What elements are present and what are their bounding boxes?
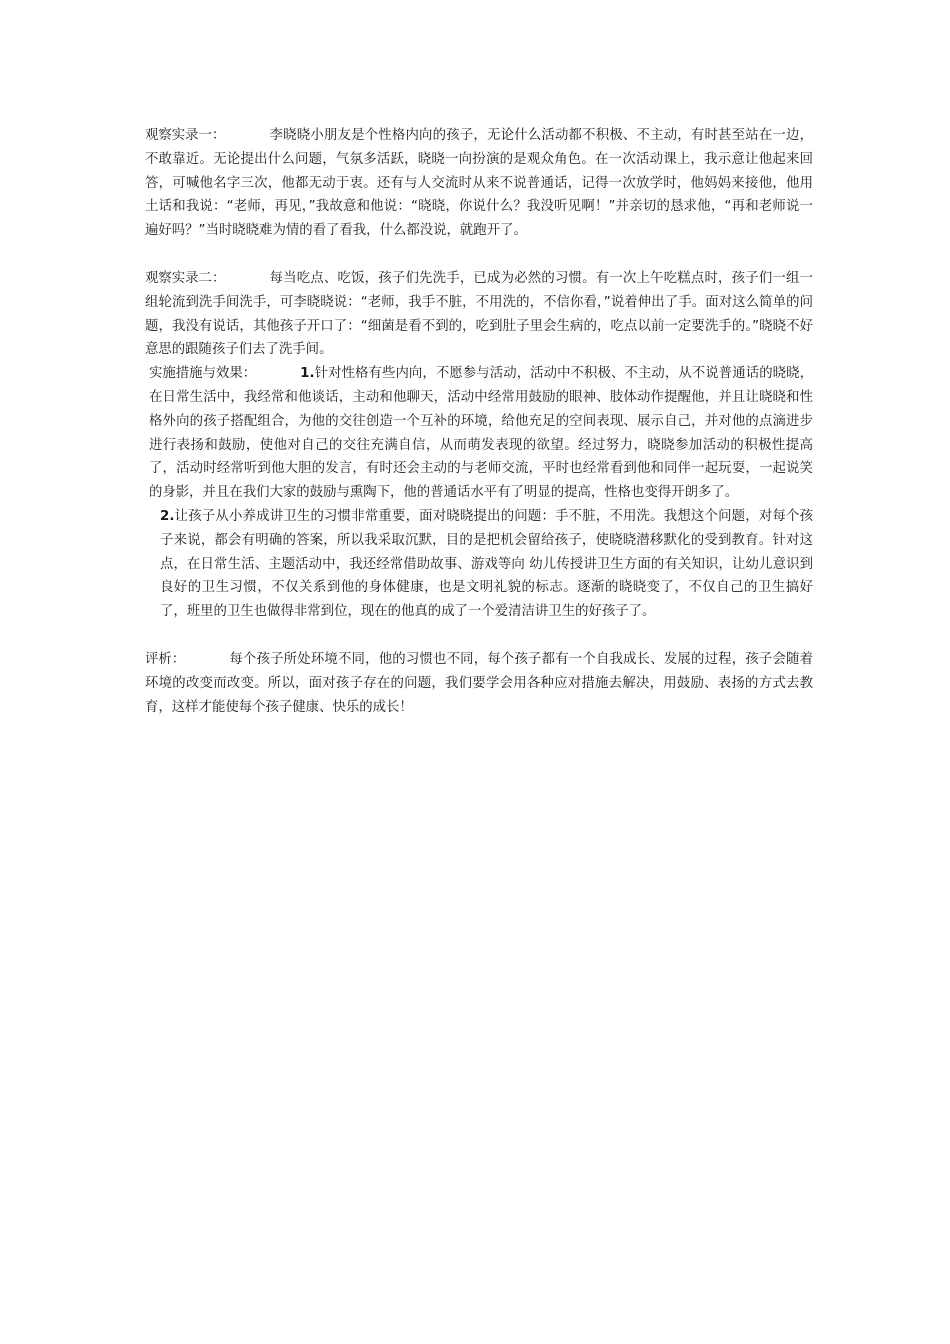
measures-item-1-text: 针对性格有些内向，不愿参与活动，活动中不积极、不主动，从不说普通话的晓晓，在日常生活中，我经常和他谈话，主动和他聊天，活动中经常用鼓励的眼神、肢体动作提醒他，并且让晓晓和性格外向的孩子搭配组合，为他的交往创造一个互补的环境，给他充足的空间表现、展示自己，并对他的点滴进步进行表扬和鼓励，使他对自己的交往充满自信，从而萌发表现的欲望。经过努力，晓晓参加活动的积极性提高了，活动时经常听到他大胆的发言，有时还会主动的与老师交流，平时也经常看到他和同伴一起玩耍，一起说笑的身影，并且在我们大家的鼓励与熏陶下，他的普通话水平有了明显的提高，性格也变得开朗多了。 (149, 366, 813, 501)
record-1-text: 李晓晓小朋友是个性格内向的孩子，无论什么活动都不积极、不主动，有时甚至站在一边，不敢靠近。无论提出什么问题，气氛多活跃，晓晓一向扮演的是观众角色。在一次活动课上，我示意让他起来回答，可喊他名字三次，他都无动于衷。还有与人交流时从来不说普通话，记得一次放学时，他妈妈来接他，他用土话和我说：“老师，再见，”我故意和他说：“晓晓，你说什么？我没听见啊！”并亲切的恳求他，“再和老师说一遍好吗？”当时晓晓难为情的看了看我，什么都没说，就跑开了。 (145, 128, 813, 239)
analysis-label: 评析： (145, 651, 186, 667)
analysis-paragraph (145, 648, 813, 719)
measures-item-2 (145, 505, 813, 624)
record-2-label: 观察实录二： (145, 270, 226, 286)
observation-record-1 (145, 124, 813, 243)
observation-record-2 (145, 267, 813, 362)
measures-label: 实施措施与效果： (149, 366, 257, 382)
document-body (145, 124, 813, 719)
measures-item-2-text: 让孩子从小养成讲卫生的习惯非常重要，面对晓晓提出的问题：手不脏，不用洗。我想这个问题，对每个孩子来说，都会有明确的答案，所以我采取沉默，目的是把机会留给孩子，使晓晓潜移默化的受到教育。针对这点，在日常生活、主题活动中，我还经常借助故事、游戏等向 幼儿传授讲卫生方面的有关知识，让幼儿意识到良好的卫生习惯，不仅关系到他的身体健康，也是文明礼貌的标志。逐渐的晓晓变了，不仅自己的卫生搞好了，班里的卫生也做得非常到位，现在的他真的成了一个爱清洁讲卫生的好孩子了。 (160, 508, 813, 620)
record-1-label: 观察实录一： (145, 128, 226, 143)
record-2-text: 每当吃点、吃饭，孩子们先洗手，已成为必然的习惯。有一次上午吃糕点时，孩子们一组一组轮流到洗手间洗手，可李晓晓说：“老师，我手不脏，不用洗的，不信你看，”说着伸出了手。面对这么简单的问题，我没有说话，其他孩子开口了：“细菌是看不到的，吃到肚子里会生病的，吃点以前一定要洗手的。”晓晓不好意思的跟随孩子们去了洗手间。 (145, 270, 813, 358)
measures-item-2-number: 2. (160, 508, 175, 524)
analysis-text: 每个孩子所处环境不同，他的习惯也不同，每个孩子都有一个自我成长、发展的过程，孩子会随着环境的改变而改变。所以，面对孩子存在的问题，我们要学会用各种应对措施去解决，用鼓励、表扬的方式去教育，这样才能使每个孩子健康、快乐的成长！ (145, 651, 813, 715)
measures-item-1 (145, 362, 813, 505)
measures-item-1-number: 1. (300, 366, 315, 382)
